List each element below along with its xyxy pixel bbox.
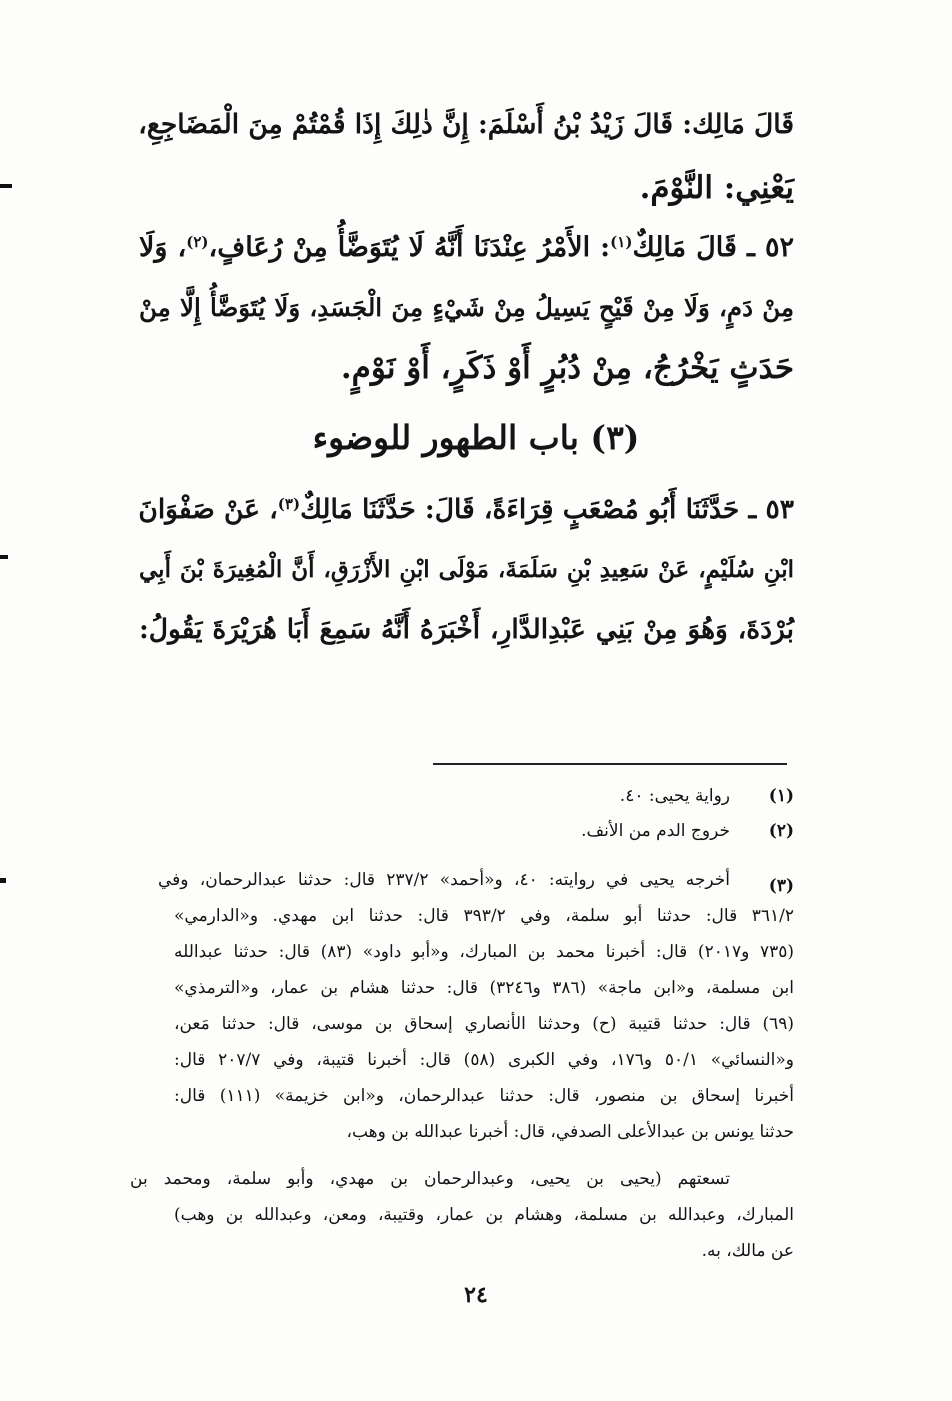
paragraph-52-start: ٥٢ ـ قَالَ مَالِكٌ <box>632 232 794 263</box>
footnote-2-text: خروج الدم من الأنف. <box>581 821 730 841</box>
main-text-line-1: قَالَ مَالِك: قَالَ زَيْدُ بْنُ أَسْلَمَ: إِنَّ ذٰلِكَ إِذَا قُمْتُمْ مِنَ الْمَضَاجِعِ، <box>138 109 794 140</box>
footnote-3-line: أخرجه يحيى في روايته: ٤٠، و«أحمد» ٢٣٧/٢ قال: حدثنا عبدالرحمان، وفي <box>158 870 730 890</box>
footnote-3-line: و«النسائي» ٥٠/١ و١٧٦، وفي الكبرى (٥٨) قال: أخبرنا قتيبة، وفي ٢٠٧/٧ قال: <box>174 1050 795 1070</box>
footnote-2-number: (٢) <box>768 821 794 841</box>
footnote-separator <box>433 763 787 765</box>
paragraph-52-mid: : الأَمْرُ عِنْدَنَا أَنَّهُ لَا يُتَوَضَّأُ مِنْ رُعَافٍ، <box>208 232 611 263</box>
main-text-line-2: يَعْنِي: النَّوْمَ. <box>639 170 794 206</box>
footnote-ref-1: (١) <box>610 233 633 251</box>
main-text-line-5: حَدَثٍ يَخْرُجُ، مِنْ دُبُرٍ أَوْ ذَكَرٍ، أَوْ نَوْمٍ. <box>340 350 794 386</box>
footnote-3-continuation: المبارك، وعبدالله بن مسلمة، وهشام بن عمار، وقتيبة، ومعن، وعبدالله بن وهب) <box>174 1205 794 1225</box>
footnote-ref-3: (٣) <box>277 495 301 513</box>
footnote-3-line: (٧٣٥ و٢٠١٧) قال: أخبرنا محمد بن المبارك، و«أبو داود» (٨٣) قال: حدثنا عبدالله <box>174 942 794 962</box>
footnote-3-line: ٣٦١/٢ قال: حدثنا أبو سلمة، وفي ٣٩٣/٢ قال: حدثنا ابن مهدي. و«الدارمي» <box>174 906 794 926</box>
footnote-3-line: حدثنا يونس بن عبدالأعلى الصدفي، قال: أخبرنا عبدالله بن وهب، <box>346 1122 794 1142</box>
page-number: ٢٤ <box>464 1282 488 1308</box>
footnote-3-continuation: عن مالك، به. <box>701 1241 794 1261</box>
footnote-3-number: (٣) <box>768 876 794 896</box>
scan-edge-mark <box>0 555 8 559</box>
main-text-line-7: ابْنِ سُلَيْمٍ، عَنْ سَعِيدِ بْنِ سَلَمَةَ، مَوْلَى ابْنِ الأَزْرَقِ، أَنَّ الْمُغِيرَةَ بْنَ أَبِي <box>139 556 794 583</box>
footnote-ref-2: (٢) <box>186 233 209 251</box>
chapter-heading: (٣) باب الطهور للوضوء <box>312 418 640 457</box>
main-text-line-8: بُرْدَةَ، وَهُوَ مِنْ بَنِي عَبْدِالدَّارِ، أَخْبَرَهُ أَنَّهُ سَمِعَ أَبَا هُرَيْرَةَ يَقُولُ: <box>139 614 794 645</box>
scan-edge-mark <box>0 184 12 188</box>
footnote-1-text: رواية يحيى: ٤٠. <box>619 786 730 806</box>
paragraph-52-end: ، وَلَا <box>139 232 187 263</box>
paragraph-53-start: ٥٣ ـ حَدَّثَنَا أَبُو مُصْعَبٍ قِرَاءَةً، قَالَ: حَدَّثَنَا مَالِكٌ <box>300 494 794 525</box>
footnote-1-number: (١) <box>768 786 794 806</box>
footnote-3-line: أخبرنا إسحاق بن منصور، قال: حدثنا عبدالرحمان، و«ابن خزيمة» (١١١) قال: <box>174 1086 795 1106</box>
main-text-line-6 <box>139 485 794 535</box>
footnote-3-continuation: تسعتهم (يحيى بن يحيى، وعبدالرحمان بن مهدي، وأبو سلمة، ومحمد بن <box>130 1169 730 1189</box>
main-text-line-4: مِنْ دَمٍ، وَلَا مِنْ قَيْحٍ يَسِيلُ مِنْ شَيْءٍ مِنَ الْجَسَدِ، وَلَا يُتَوَضَّأُ إِلَّا مِنْ <box>139 293 794 322</box>
paragraph-53-end: ، عَنْ صَفْوَانَ <box>138 494 278 525</box>
footnote-3-line: (٦٩) قال: حدثنا قتيبة (ح) وحدثنا الأنصاري إسحاق بن موسى، قال: حدثنا مَعن، <box>174 1014 794 1034</box>
scan-edge-mark <box>0 878 6 883</box>
footnote-3-line: ابن مسلمة، و«ابن ماجة» (٣٨٦ و٣٢٤٦) قال: حدثنا هشام بن عمار، و«الترمذي» <box>174 978 794 998</box>
main-text-line-3 <box>139 223 794 273</box>
